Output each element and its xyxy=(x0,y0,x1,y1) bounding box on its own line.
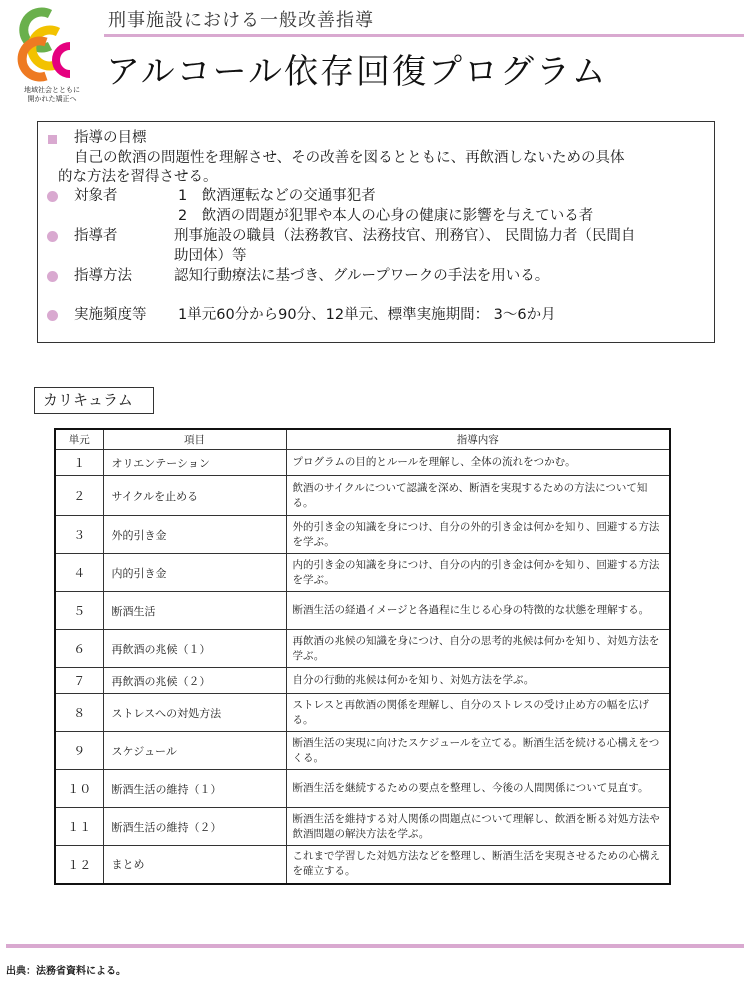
table-row xyxy=(55,450,670,476)
instructor-label: 指導者 xyxy=(74,228,118,244)
instructor-line1: 刑事施設の職員（法務教官、法務技官、刑務官）、 民間協力者（民間自 xyxy=(174,228,636,244)
table-row xyxy=(55,668,670,694)
content-cell: 断酒生活の実現に向けたスケジュールを立てる。断酒生活を続ける心構えをつくる。 xyxy=(286,732,670,770)
method-label: 指導方法 xyxy=(74,268,132,284)
unit-cell: ４ xyxy=(55,554,103,592)
item-cell: 外的引き金 xyxy=(103,516,286,554)
logo-caption-line2: 開かれた矯正へ xyxy=(27,95,77,103)
unit-cell: １２ xyxy=(55,846,103,884)
table-header-row xyxy=(55,429,670,450)
square-bullet-icon xyxy=(48,135,57,144)
target-label: 対象者 xyxy=(74,188,118,204)
content-cell: 自分の行動的兆候は何かを知り、対処方法を学ぶ。 xyxy=(286,668,670,694)
table-row xyxy=(55,846,670,884)
item-cell: ストレスへの対処方法 xyxy=(103,694,286,732)
unit-cell: ２ xyxy=(55,476,103,516)
unit-cell: ７ xyxy=(55,668,103,694)
target-line1: 1 飲酒運転などの交通事犯者 xyxy=(178,188,376,204)
content-cell: 飲酒のサイクルについて認識を深め、断酒を実現するための方法について知る。 xyxy=(286,476,670,516)
content-cell: 再飲酒の兆候の知識を身につけ、自分の思考的兆候は何かを知り、対処方法を学ぶ。 xyxy=(286,630,670,668)
table-row xyxy=(55,516,670,554)
header-item: 項目 xyxy=(103,429,286,450)
content-cell: プログラムの目的とルールを理解し、全体の流れをつかむ。 xyxy=(286,450,670,476)
logo-pink-c xyxy=(56,46,70,74)
item-cell: 断酒生活 xyxy=(103,592,286,630)
unit-cell: ６ xyxy=(55,630,103,668)
unit-cell: １０ xyxy=(55,770,103,808)
method-text: 認知行動療法に基づき、グループワークの手法を用いる。 xyxy=(174,268,550,284)
table-row xyxy=(55,694,670,732)
unit-cell: １１ xyxy=(55,808,103,846)
item-cell: 断酒生活の維持（１） xyxy=(103,770,286,808)
table-row xyxy=(55,770,670,808)
footer-divider xyxy=(6,944,744,948)
item-cell: オリエンテーション xyxy=(103,450,286,476)
content-cell: 外的引き金の知識を身につけ、自分の外的引き金は何かを知り、回避する方法を学ぶ。 xyxy=(286,516,670,554)
content-cell: 内的引き金の知識を身につけ、自分の内的引き金は何かを知り、回避する方法を学ぶ。 xyxy=(286,554,670,592)
logo-caption-line1: 地域社会とともに xyxy=(24,86,80,94)
curriculum-label: カリキュラム xyxy=(34,387,154,414)
item-cell: 再飲酒の兆候（２） xyxy=(103,668,286,694)
goal-text-line2: 的な方法を習得させる。 xyxy=(58,169,218,185)
curriculum-table xyxy=(54,428,671,885)
content-cell: これまで学習した対処方法などを整理し、断酒生活を実現させるための心構えを確立する。 xyxy=(286,846,670,884)
table-row xyxy=(55,554,670,592)
circle-bullet-icon xyxy=(47,271,58,282)
program-info-box xyxy=(37,121,715,343)
content-cell: 断酒生活の経過イメージと各過程に生じる心身の特徴的な状態を理解する。 xyxy=(286,592,670,630)
source-note: 出典：法務省資料による。 xyxy=(6,966,126,977)
circle-bullet-icon xyxy=(47,231,58,242)
goal-label: 指導の目標 xyxy=(74,130,147,146)
target-line2: 2 飲酒の問題が犯罪や本人の心身の健康に影響を与えている者 xyxy=(178,208,594,224)
content-cell: ストレスと再飲酒の関係を理解し、自分のストレスの受け止め方の幅を広げる。 xyxy=(286,694,670,732)
page-subtitle: 刑事施設における一般改善指導 xyxy=(108,10,374,31)
table-row xyxy=(55,732,670,770)
unit-cell: １ xyxy=(55,450,103,476)
circle-bullet-icon xyxy=(47,310,58,321)
header-unit: 単元 xyxy=(55,429,103,450)
item-cell: 再飲酒の兆候（１） xyxy=(103,630,286,668)
content-cell: 断酒生活を維持する対人関係の問題点について理解し、飲酒を断る対処方法や飲酒問題の解決方法を学ぶ。 xyxy=(286,808,670,846)
circle-bullet-icon xyxy=(47,191,58,202)
frequency-label: 実施頻度等 xyxy=(74,307,147,323)
instructor-line2: 助団体）等 xyxy=(174,248,247,264)
item-cell: 断酒生活の維持（２） xyxy=(103,808,286,846)
table-row xyxy=(55,476,670,516)
frequency-text: 1単元60分から90分、12単元、標準実施期間： 3～6か月 xyxy=(178,307,556,323)
item-cell: 内的引き金 xyxy=(103,554,286,592)
subtitle-divider xyxy=(104,34,744,37)
content-cell: 断酒生活を継続するための要点を整理し、今後の人間関係について見直す。 xyxy=(286,770,670,808)
item-cell: まとめ xyxy=(103,846,286,884)
item-cell: スケジュール xyxy=(103,732,286,770)
unit-cell: ９ xyxy=(55,732,103,770)
unit-cell: ３ xyxy=(55,516,103,554)
table-row xyxy=(55,808,670,846)
unit-cell: ５ xyxy=(55,592,103,630)
goal-text-line1: 自己の飲酒の問題性を理解させ、その改善を図るとともに、再飲酒しないための具体 xyxy=(74,150,625,166)
header-content: 指導内容 xyxy=(286,429,670,450)
page-title: アルコール依存回復プログラム xyxy=(106,52,608,92)
table-row xyxy=(55,630,670,668)
unit-cell: ８ xyxy=(55,694,103,732)
item-cell: サイクルを止める xyxy=(103,476,286,516)
logo-caption xyxy=(4,86,100,104)
table-row xyxy=(55,592,670,630)
